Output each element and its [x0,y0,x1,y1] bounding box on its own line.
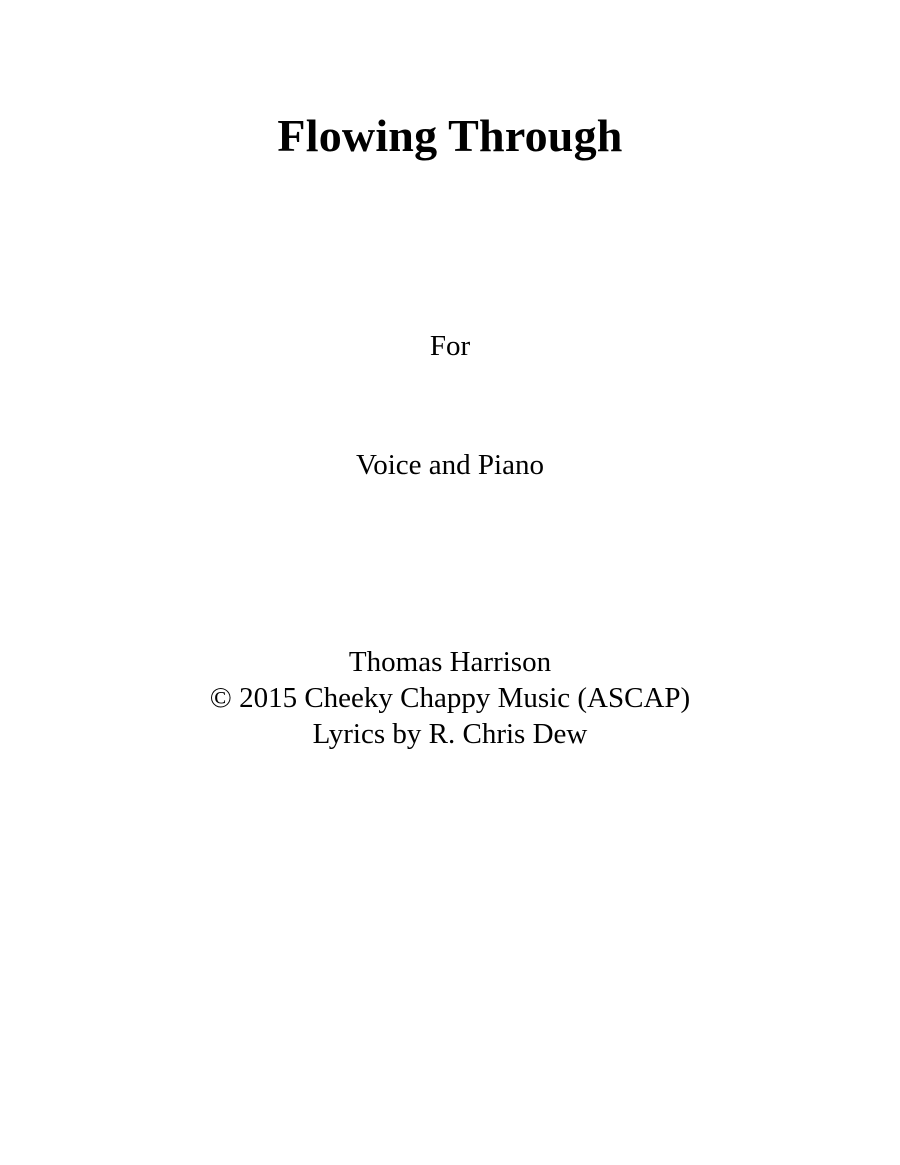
lyricist-credit: Lyrics by R. Chris Dew [312,718,588,750]
credits-block [0,644,900,752]
composer-name: Thomas Harrison [348,646,552,678]
for-label: For [429,330,471,362]
instrumentation: Voice and Piano [356,449,544,481]
copyright-notice: © 2015 Cheeky Chappy Music (ASCAP) [209,682,691,714]
page-title: Flowing Through [277,110,623,161]
